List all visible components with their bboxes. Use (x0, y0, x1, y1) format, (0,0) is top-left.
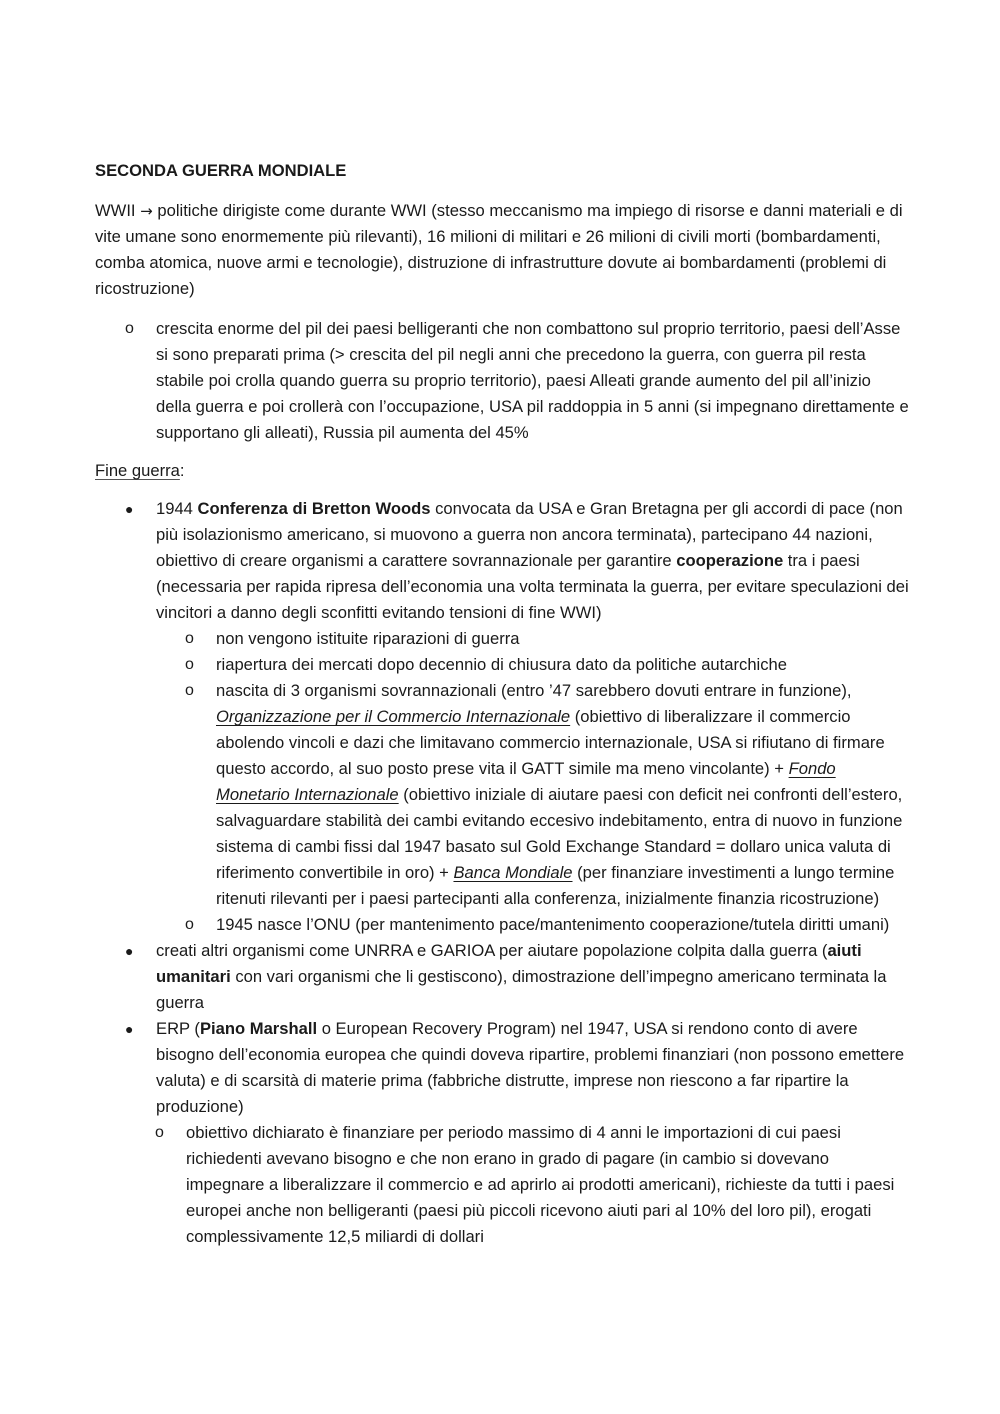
text-span: (per finanziare investimenti a lungo termine ritenuti rilevanti per i paesi partecipanti alla conferenza, inizialmente finanzia ricostruzione) (216, 863, 895, 908)
document-page (95, 158, 910, 1250)
text-span: 1944 (156, 499, 198, 518)
fine-guerra-colon: : (179, 461, 185, 480)
text-span: tra i paesi (necessaria per rapida ripresa dell’economia una volta terminata la guerra, per evitare speculazioni dei vincitori a danno degli sconfitti evitando tensioni di fine WWI) (156, 551, 909, 622)
sub-list-item (95, 912, 910, 938)
bold-term: Piano Marshall (199, 1019, 318, 1038)
text-span: convocata da USA e Gran Bretagna per gli accordi di pace (non più isolazionismo americano, si muovono a guerra non ancora terminata), partecipano 44 nazioni, obiettivo di creare organismi a carattere sovrannazionale per garantire (156, 499, 903, 570)
hollow-bullet-icon: o (125, 320, 134, 337)
fine-guerra-label: Fine guerra (95, 461, 180, 480)
filled-bullet-icon: ● (125, 501, 134, 517)
intro-text: politiche dirigiste come durante WWI (stesso meccanismo ma impiego di risorse e danni materiali e di vite umane sono enormemente più rilevanti), 16 milioni di militari e 26 milioni di civili morti (bombardamenti, comba atomica, nuove armi e tecnologie), distruzione di infrastrutture dovute ai bombardamenti (problemi di ricostruzione) (95, 201, 903, 298)
text-span: con vari organismi che li gestiscono), dimostrazione dell’impegno americano terminata la guerra (156, 967, 887, 1012)
list-item-text: non vengono istituite riparazioni di guerra (216, 629, 520, 648)
filled-bullet-icon: ● (125, 1021, 134, 1037)
list-item (95, 1016, 910, 1120)
hollow-bullet-icon: o (185, 656, 194, 673)
intro-lead: WWII (95, 201, 136, 220)
filled-bullet-icon: ● (125, 943, 134, 959)
organization-name: Organizzazione per il Commercio Internazionale (216, 707, 571, 726)
list-item-text: crescita enorme del pil dei paesi belligeranti che non combattono sul proprio territorio, paesi dell’Asse si sono preparati prima (> crescita del pil negli anni che precedono la guerra, con guerra pil resta stabile poi crolla quando guerra su proprio territorio), paesi Alleati grande aumento del pil all’inizio della guerra e poi crollerà con l’occupazione, USA pil raddoppia in 5 anni (si impegnano direttamente e supportano gli alleati), Russia pil aumenta del 45% (156, 319, 909, 442)
text-span: ERP ( (156, 1019, 200, 1038)
bold-term: cooperazione (676, 551, 784, 570)
sub-list-item (95, 678, 910, 912)
right-arrow-icon: → (140, 202, 153, 220)
section-heading (95, 458, 910, 484)
text-span: nascita di 3 organismi sovrannazionali (entro ’47 sarebbero dovuti entrare in funzione), (216, 681, 852, 700)
hollow-bullet-icon: o (155, 1124, 164, 1141)
hollow-bullet-icon: o (185, 916, 194, 933)
sub-list-item (95, 652, 910, 678)
list-item-text (156, 496, 910, 626)
list-item-text: obiettivo dichiarato è finanziare per periodo massimo di 4 anni le importazioni di cui paesi richiedenti avevano bisogno e che non erano in grado di pagare (in cambio si dovevano impegnare a liberalizzare il commercio e ad aprirlo ai prodotti americani), richieste da tutti i paesi europei anche non belligeranti (paesi più piccoli ricevono aiuti pari al 10% del loro pil), erogati complessivamente 12,5 miliardi di dollari (186, 1123, 895, 1246)
intro-paragraph (95, 198, 910, 302)
list-item-text (156, 1016, 910, 1120)
list-item-text (216, 678, 910, 912)
list-item-text (156, 938, 910, 1016)
hollow-bullet-icon: o (185, 682, 194, 699)
list-item-text: 1945 nasce l’ONU (per mantenimento pace/mantenimento cooperazione/tutela diritti umani) (216, 915, 890, 934)
sub-list-item (95, 1120, 910, 1250)
document-title: SECONDA GUERRA MONDIALE (95, 161, 347, 180)
text-span: creati altri organismi come UNRRA e GARIOA per aiutare popolazione colpita dalla guerra ( (156, 941, 828, 960)
organization-name: Fondo Monetario Internazionale (216, 759, 836, 804)
bold-term: aiuti umanitari (156, 941, 862, 986)
bold-term: Conferenza di Bretton Woods (197, 499, 431, 518)
list-item (95, 938, 910, 1016)
list-item (95, 316, 910, 446)
text-span: (obiettivo di liberalizzare il commercio abolendo vincoli e dazi che limitavano commercio internazionale, USA si rifiutano di firmare questo accordo, al suo posto prese vita il GATT simile ma meno vincolante) + (216, 707, 885, 778)
hollow-bullet-icon: o (185, 630, 194, 647)
list-item-text: riapertura dei mercati dopo decennio di chiusura dato da politiche autarchiche (216, 655, 787, 674)
organization-name: Banca Mondiale (453, 863, 573, 882)
text-span: (obiettivo iniziale di aiutare paesi con deficit nei confronti dell’estero, salvaguardare stabilità dei cambi evitando eccesivo indebitamento, entra di nuovo in funzione sistema di cambi fissi dal 1947 basato sul Gold Exchange Standard = dollaro unica valuta di riferimento convertibile in oro) + (216, 785, 903, 882)
list-item (95, 496, 910, 626)
sub-list-item (95, 626, 910, 652)
text-span: o European Recovery Program) nel 1947, USA si rendono conto di avere bisogno dell’economia europea che quindi doveva ripartire, problemi finanziari (non possono emettere valuta) e di scarsità di materie prima (fabbriche distrutte, imprese non riescono a far ripartire la produzione) (156, 1019, 905, 1116)
